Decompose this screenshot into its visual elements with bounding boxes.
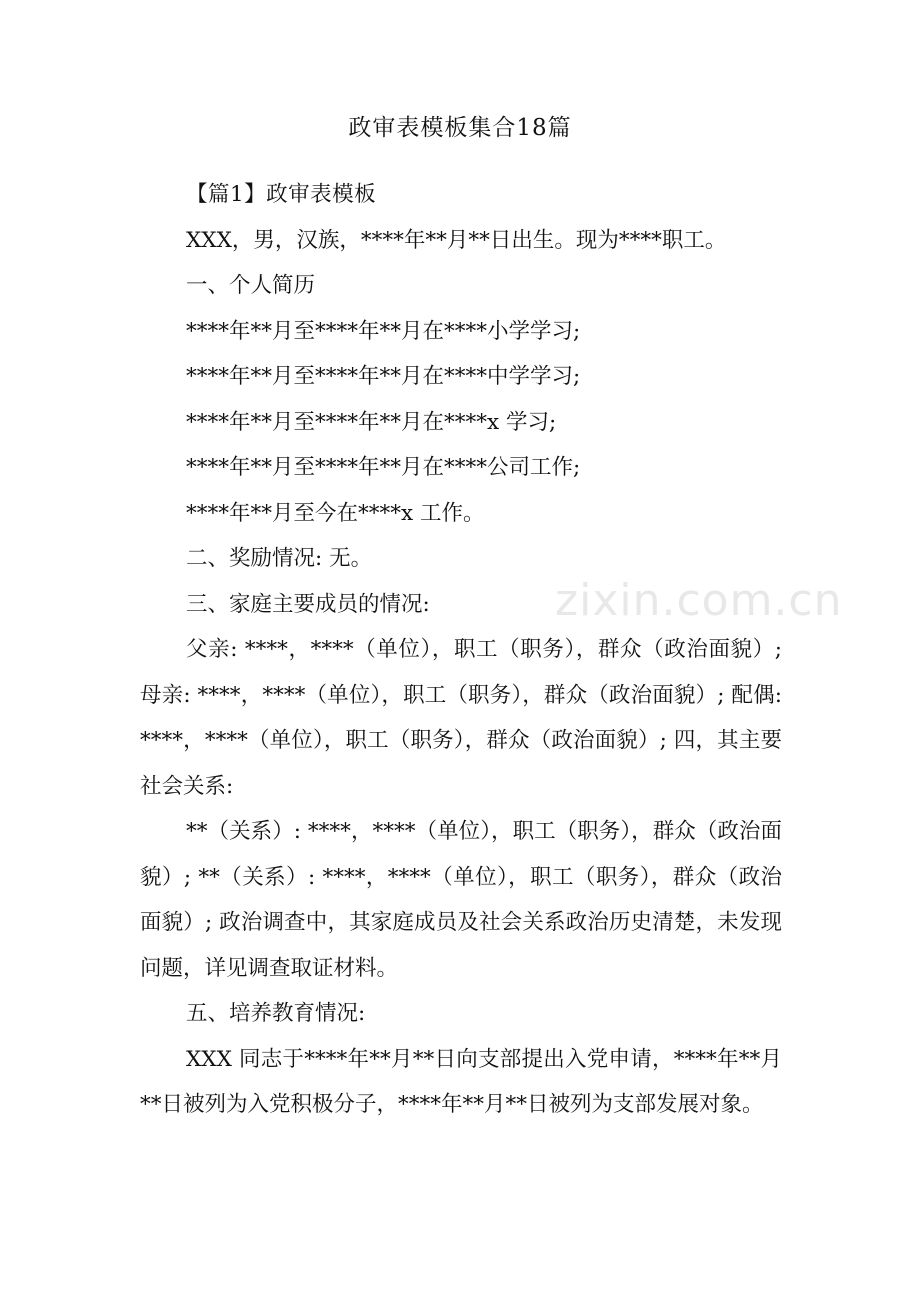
relations-paragraph: **（关系）: ****，****（单位），职工（职务），群众（政治面貌）; **（关系）: ****，****（单位），职工（职务），群众（政治面貌）; 政治调查中，其家庭成员及社会关系政治历史清楚，未发现问题，详见调查取证材料。: [140, 819, 782, 981]
resume-heading: 一、个人简历: [186, 273, 316, 298]
resume-item: ****年**月至****年**月在****公司工作;: [186, 455, 581, 480]
family-paragraph: 父亲: ****，****（单位），职工（职务），群众（政治面貌）; 母亲: ****，****（单位），职工（职务），群众（政治面貌）; 配偶: ****，****（单位），职工（职务），群众（政治面貌）; 四，其主要社会关系:: [140, 637, 782, 799]
education-paragraph: XXX 同志于****年**月**日向支部提出入党申请，****年**月**日被列为入党积极分子，****年**月**日被列为支部发展对象。: [140, 1046, 782, 1117]
family-heading: 三、家庭主要成员的情况:: [186, 591, 430, 617]
document-title: 政审表模板集合18篇: [348, 115, 572, 141]
document-body: [140, 172, 782, 1128]
watermark: zixin.com.cn: [555, 575, 843, 626]
education-heading: 五、培养教育情况:: [186, 1001, 366, 1026]
intro-line: XXX，男，汉族，****年**月**日出生。现为****职工。: [186, 227, 727, 253]
section-heading: 【篇1】政审表模板: [186, 182, 377, 207]
resume-item: ****年**月至****年**月在****x 学习;: [186, 409, 557, 435]
resume-item: ****年**月至****年**月在****小学学习;: [186, 318, 581, 344]
resume-item: ****年**月至今在****x 工作。: [186, 500, 485, 526]
resume-item: ****年**月至****年**月在****中学学习;: [186, 364, 581, 389]
awards-line: 二、奖励情况: 无。: [186, 546, 373, 571]
